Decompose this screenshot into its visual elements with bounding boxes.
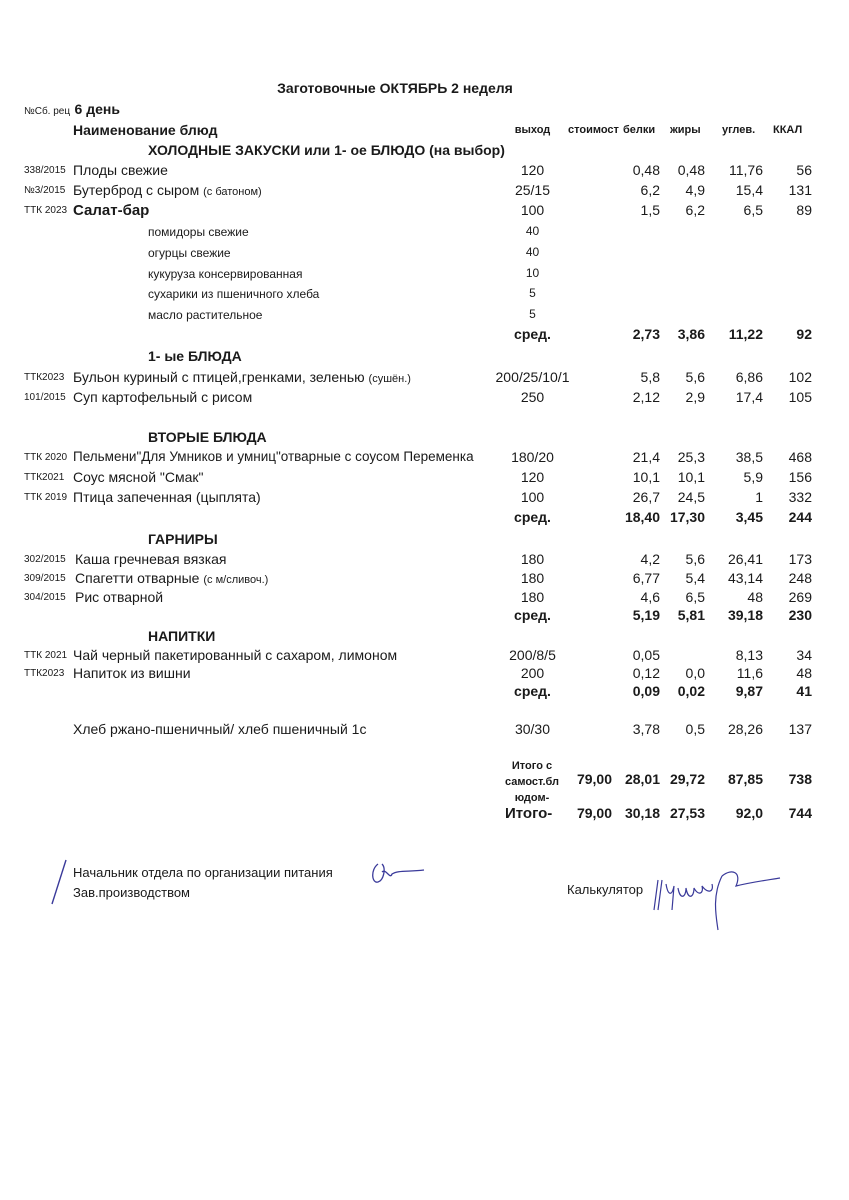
fats: 0,02 (677, 683, 705, 699)
fats: 5,6 (685, 551, 705, 567)
proteins: 18,40 (624, 509, 660, 525)
ingredient-name: помидоры свежие (148, 225, 249, 239)
carbs: 1 (755, 489, 763, 505)
table-row (0, 570, 849, 590)
kcal: 41 (796, 683, 812, 699)
dish-name: Спагетти отварные (с м/сливоч.) (75, 570, 269, 586)
recipe-code: ТТК2023 (24, 372, 65, 383)
fats: 25,3 (677, 449, 705, 465)
ingredient-row (0, 307, 849, 327)
cost: 79,00 (576, 771, 612, 787)
fats: 5,6 (685, 369, 705, 385)
carbs: 38,5 (735, 449, 763, 465)
fats: 4,9 (685, 182, 705, 198)
proteins: 30,18 (624, 805, 660, 821)
fats: 29,72 (669, 771, 705, 787)
col-fats: жиры (670, 124, 701, 136)
col-kcal: ККАЛ (773, 124, 803, 136)
table-row (0, 449, 849, 469)
carbs: 6,5 (743, 202, 763, 218)
output: 200/8/5 (509, 647, 556, 663)
section-cold: ХОЛОДНЫЕ ЗАКУСКИ или 1- ое БЛЮДО (на выбор) (148, 142, 505, 158)
kcal: 105 (788, 389, 812, 405)
signature-production-label: Зав.производством (73, 885, 190, 900)
recipe-code: ТТК 2019 (24, 492, 68, 503)
table-row (0, 182, 849, 202)
ingredient-name: кукуруза консервированная (148, 267, 303, 281)
bread-row (0, 721, 849, 741)
column-headers (0, 122, 849, 142)
total-row (0, 805, 849, 825)
kcal: 92 (796, 326, 812, 342)
table-row (0, 665, 849, 685)
carbs: 11,6 (736, 665, 763, 681)
signature-calculator (652, 866, 782, 936)
recipe-code: ТТК 2020 (24, 452, 68, 463)
dish-name: Суп картофельный с рисом (73, 389, 253, 405)
signature-head (368, 860, 428, 890)
carbs: 28,26 (727, 721, 763, 737)
recipe-code: ТТК2021 (24, 472, 65, 483)
carbs: 92,0 (735, 805, 763, 821)
fats: 6,5 (685, 589, 705, 605)
ingredient-row (0, 224, 849, 244)
kcal: 248 (788, 570, 812, 586)
proteins: 26,7 (632, 489, 660, 505)
output: 180 (520, 551, 545, 567)
average-label: сред. (514, 326, 551, 342)
average-row (0, 509, 849, 529)
recipe-code: №3/2015 (24, 185, 66, 196)
table-row (0, 589, 849, 609)
ingredient-name: огурцы свежие (148, 246, 231, 260)
proteins: 21,4 (632, 449, 660, 465)
kcal: 131 (788, 182, 812, 198)
output: 180 (520, 570, 545, 586)
kcal: 89 (796, 202, 812, 218)
carbs: 43,14 (727, 570, 763, 586)
document-title: Заготовочные ОКТЯБРЬ 2 неделя (277, 80, 513, 96)
recipe-code: ТТК 2023 (24, 205, 68, 216)
proteins: 2,73 (632, 326, 660, 342)
proteins: 6,2 (640, 182, 660, 198)
col-proteins: белки (623, 124, 656, 136)
section-drinks: НАПИТКИ (148, 628, 216, 644)
recipe-code: 338/2015 (24, 165, 66, 176)
cost: 79,00 (576, 805, 612, 821)
col-output: выход (514, 124, 551, 136)
kcal: 468 (788, 449, 812, 465)
proteins: 0,48 (632, 162, 660, 178)
average-row (0, 326, 849, 346)
kcal: 244 (788, 509, 812, 525)
ingredient-row (0, 286, 849, 306)
fats: 24,5 (677, 489, 705, 505)
kcal: 269 (788, 589, 812, 605)
carbs: 48 (747, 589, 763, 605)
proteins: 28,01 (624, 771, 660, 787)
fats: 0,0 (685, 665, 705, 681)
output: 10 (525, 266, 540, 280)
proteins: 10,1 (632, 469, 660, 485)
proteins: 3,78 (632, 721, 660, 737)
output: 200 (520, 665, 545, 681)
ingredient-row (0, 266, 849, 286)
output: 180/20 (511, 449, 554, 465)
dish-name: Бутерброд с сыром (с батоном) (73, 182, 262, 198)
output: 100 (520, 489, 545, 505)
recipe-code: 309/2015 (24, 573, 66, 584)
output: 180 (520, 589, 545, 605)
dish-name: Хлеб ржано-пшеничный/ хлеб пшеничный 1с (73, 721, 367, 737)
table-row (0, 647, 849, 667)
fats: 5,81 (677, 607, 705, 623)
carbs: 11,22 (728, 326, 763, 342)
average-label: сред. (514, 683, 551, 699)
carbs: 39,18 (727, 607, 763, 623)
day-header (24, 101, 120, 119)
kcal: 56 (796, 162, 812, 178)
total-with-dish-label: Итого с самост.бл юдом- (504, 760, 560, 804)
kcal: 48 (796, 665, 812, 681)
table-row (0, 202, 849, 222)
proteins: 4,6 (640, 589, 660, 605)
fats: 0,5 (685, 721, 705, 737)
fats: 6,2 (685, 202, 705, 218)
fats: 17,30 (669, 509, 705, 525)
fats: 2,9 (685, 389, 705, 405)
proteins: 0,09 (632, 683, 660, 699)
proteins: 6,77 (632, 570, 660, 586)
section-first-courses: 1- ые БЛЮДА (148, 348, 242, 364)
ingredient-name: сухарики из пшеничного хлеба (148, 287, 320, 301)
dish-name: Напиток из вишни (73, 665, 191, 681)
recipe-code: ТТК2023 (24, 668, 65, 679)
output: 120 (520, 162, 545, 178)
carbs: 3,45 (735, 509, 763, 525)
proteins: 0,05 (632, 647, 660, 663)
table-row (0, 489, 849, 509)
recipe-collection-label: №Сб. рец (24, 106, 71, 117)
carbs: 5,9 (743, 469, 763, 485)
output: 40 (525, 224, 540, 238)
average-label: сред. (514, 607, 551, 623)
output: 30/30 (514, 721, 551, 737)
table-row (0, 469, 849, 489)
table-row (0, 551, 849, 571)
recipe-code: 304/2015 (24, 592, 66, 603)
output: 5 (529, 286, 536, 300)
proteins: 2,12 (632, 389, 660, 405)
carbs: 11,76 (729, 162, 763, 178)
ingredient-name: масло растительное (148, 308, 263, 322)
average-row (0, 683, 849, 703)
fats: 0,48 (677, 162, 705, 178)
section-garnish: ГАРНИРЫ (148, 531, 218, 547)
dish-name: Салат-бар (73, 202, 150, 219)
col-carbs: углев. (722, 124, 756, 136)
carbs: 26,41 (727, 551, 763, 567)
table-row (0, 389, 849, 409)
fats: 3,86 (677, 326, 705, 342)
carbs: 9,87 (735, 683, 763, 699)
dish-name: Пельмени"Для Умников и умниц"отварные с соусом Переменка (73, 449, 474, 464)
proteins: 4,2 (640, 551, 660, 567)
signature-head-label: Начальник отдела по организации питания (73, 865, 333, 880)
recipe-code: ТТК 2021 (24, 650, 68, 661)
average-label: сред. (514, 509, 551, 525)
kcal: 332 (788, 489, 812, 505)
signature-mark-left (48, 858, 70, 908)
dish-name: Каша гречневая вязкая (75, 551, 227, 567)
total-label: Итого- (505, 805, 553, 822)
table-row (0, 369, 849, 389)
col-cost: стоимост (568, 124, 619, 136)
kcal: 744 (788, 805, 812, 821)
carbs: 15,4 (735, 182, 763, 198)
kcal: 230 (788, 607, 812, 623)
kcal: 137 (788, 721, 812, 737)
output: 25/15 (514, 182, 551, 198)
dish-name: Чай черный пакетированный с сахаром, лимоном (73, 647, 398, 663)
dish-name: Бульон куриный с птицей,гренками, зеленью (сушён.) (73, 369, 411, 385)
output: 40 (525, 245, 540, 259)
average-row (0, 607, 849, 627)
ingredient-row (0, 245, 849, 265)
carbs: 17,4 (735, 389, 763, 405)
proteins: 5,19 (632, 607, 660, 623)
recipe-code: 101/2015 (24, 392, 66, 403)
carbs: 6,86 (735, 369, 763, 385)
table-row (0, 162, 849, 182)
recipe-code: 302/2015 (24, 554, 66, 565)
output: 100 (520, 202, 545, 218)
dish-name: Рис отварной (75, 589, 164, 605)
day-label: 6 день (74, 101, 120, 117)
fats: 10,1 (677, 469, 705, 485)
kcal: 102 (788, 369, 812, 385)
fats: 5,4 (685, 570, 705, 586)
dish-name: Плоды свежие (73, 162, 168, 178)
proteins: 0,12 (632, 665, 660, 681)
output: 120 (520, 469, 545, 485)
output: 250 (520, 389, 545, 405)
kcal: 34 (796, 647, 812, 663)
section-second-courses: ВТОРЫЕ БЛЮДА (148, 429, 267, 445)
proteins: 1,5 (640, 202, 660, 218)
kcal: 738 (788, 771, 812, 787)
total-row-with-dish (0, 771, 849, 791)
fats: 27,53 (669, 805, 705, 821)
proteins: 5,8 (640, 369, 660, 385)
dish-name: Птица запеченная (цыплята) (73, 489, 261, 505)
output: 5 (529, 307, 536, 321)
col-name: Наименование блюд (73, 122, 218, 138)
output: 200/25/10/1 (495, 369, 570, 385)
kcal: 173 (788, 551, 812, 567)
carbs: 8,13 (735, 647, 763, 663)
signature-calculator-label: Калькулятор (567, 882, 644, 897)
carbs: 87,85 (727, 771, 763, 787)
dish-name: Соус мясной "Смак" (73, 469, 204, 485)
kcal: 156 (788, 469, 812, 485)
